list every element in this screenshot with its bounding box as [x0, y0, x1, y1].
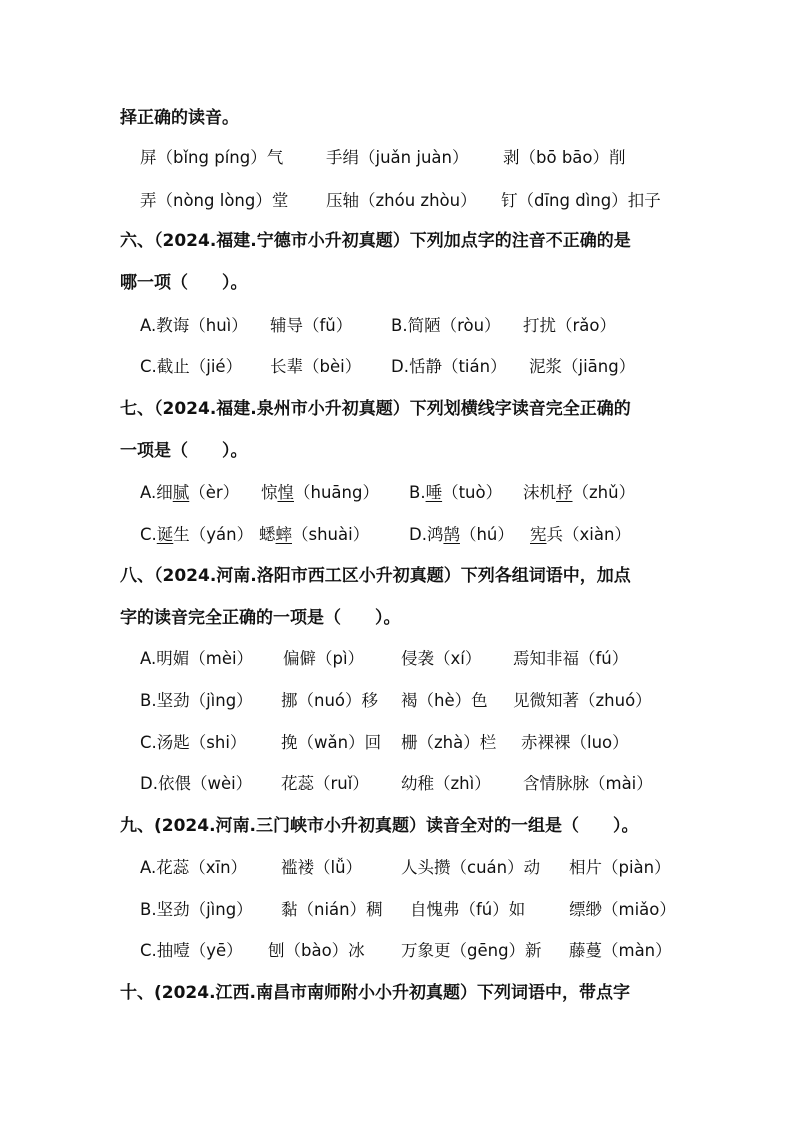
option-d: D.恬静（tián）: [391, 357, 507, 376]
option-a-word4: 相片（piàn）: [569, 858, 671, 877]
question-8-option-a: [0, 638, 794, 680]
question-6-title: 六、（2024.福建.宁德市小升初真题）下列加点字的注音不正确的是: [120, 231, 631, 251]
option-a-word2: 辅导（fǔ）: [270, 316, 353, 335]
option-a-word2: 惊惶（huāng）: [261, 483, 379, 502]
pronunciation-row-a: [0, 137, 794, 179]
question-7-row-ab: [0, 472, 794, 514]
intro-line: 择正确的读音。: [120, 108, 239, 128]
option-d-word2: 宪兵（xiàn）: [530, 525, 631, 544]
question-8-option-d: [0, 763, 794, 805]
option-d: D.鸿鹄（hú）: [409, 525, 514, 544]
option-c-word2: 刨（bào）冰: [268, 941, 365, 960]
question-8-title-cont: 字的读音完全正确的一项是（ ）。: [120, 608, 401, 628]
option-b-word3: 自愧弗（fú）如: [410, 900, 526, 919]
question-8-option-c: [0, 722, 794, 764]
option-text: 剥（bō bāo）削: [503, 148, 626, 167]
option-a-word2: 褴褛（lǚ）: [281, 858, 363, 877]
option-d-word3: 幼稚（zhì）: [401, 774, 491, 793]
option-c-word3: 栅（zhà）栏: [401, 733, 497, 752]
option-c-word2: 长辈（bèi）: [270, 357, 362, 376]
question-7-title: 七、（2024.福建.泉州市小升初真题）下列划横线字读音完全正确的: [120, 399, 631, 419]
option-text: 弄（nòng lòng）堂: [140, 191, 289, 210]
option-text: 屏（bǐng píng）气: [140, 148, 284, 167]
option-a: A.细腻（èr）: [140, 483, 240, 502]
option-a-word3: 侵袭（xí）: [401, 649, 482, 668]
question-9-option-c: [0, 930, 794, 972]
question-9-option-a: [0, 847, 794, 889]
option-c: C.截止（jié）: [140, 357, 243, 376]
option-a-word2: 偏僻（pì）: [283, 649, 365, 668]
option-d-word2: 泥浆（jiāng）: [529, 357, 636, 376]
option-b-word4: 缥缈（miǎo）: [569, 900, 676, 919]
option-c-word2: 挽（wǎn）回: [281, 733, 382, 752]
question-7-row-cd: [0, 514, 794, 556]
option-a: A.明媚（mèi）: [140, 649, 254, 668]
option-text: 手绢（juǎn juàn）: [326, 148, 469, 167]
option-b: B.坚劲（jìng）: [140, 900, 253, 919]
option-c: C.汤匙（shi）: [140, 733, 247, 752]
option-b: B.简陋（ròu）: [391, 316, 501, 335]
option-a: A.花蕊（xīn）: [140, 858, 248, 877]
option-c: C.抽噎（yē）: [140, 941, 243, 960]
option-text: 压轴（zhóu zhòu）: [326, 191, 477, 210]
question-8-title: 八、（2024.河南.洛阳市西工区小升初真题）下列各组词语中，加点: [120, 566, 631, 586]
question-8-option-b: [0, 680, 794, 722]
option-b: B.唾（tuò）: [409, 483, 503, 502]
option-d: D.依偎（wèi）: [140, 774, 253, 793]
option-c-word2: 蟋蟀（shuài）: [259, 525, 370, 544]
option-c-word4: 藤蔓（màn）: [569, 941, 672, 960]
option-c: C.诞生（yán）: [140, 525, 254, 544]
option-b-word2: 黏（nián）稠: [281, 900, 383, 919]
question-6-title-cont: 哪一项（ ）。: [120, 273, 248, 293]
option-text: 钉（dīng dìng）扣子: [501, 191, 661, 210]
option-d-word2: 花蕊（ruǐ）: [281, 774, 369, 793]
pronunciation-row-b: [0, 180, 794, 222]
option-c-word4: 赤裸裸（luo）: [521, 733, 629, 752]
option-b-word4: 见微知著（zhuó）: [513, 691, 652, 710]
question-9-option-b: [0, 889, 794, 931]
question-10-title: 十、(2024.江西.南昌市南师附小小升初真题）下列词语中，带点字: [120, 983, 630, 1003]
option-b-word3: 褐（hè）色: [401, 691, 488, 710]
question-6-row-cd: [0, 346, 794, 388]
option-c-word3: 万象更（gēng）新: [401, 941, 542, 960]
option-a-word4: 焉知非福（fú）: [513, 649, 629, 668]
option-b-word2: 沫机杼（zhǔ）: [523, 483, 636, 502]
question-6-row-ab: [0, 305, 794, 347]
option-a-word3: 人头攒（cuán）动: [401, 858, 541, 877]
question-9-title: 九、(2024.河南.三门峡市小升初真题）读音全对的一组是（ ）。: [120, 816, 639, 836]
option-b-word2: 打扰（rǎo）: [523, 316, 616, 335]
option-a: A.教诲（huì）: [140, 316, 248, 335]
question-7-title-cont: 一项是（ ）。: [120, 441, 248, 461]
option-b-word2: 挪（nuó）移: [281, 691, 379, 710]
option-b: B.坚劲（jìng）: [140, 691, 253, 710]
option-d-word4: 含情脉脉（mài）: [523, 774, 653, 793]
